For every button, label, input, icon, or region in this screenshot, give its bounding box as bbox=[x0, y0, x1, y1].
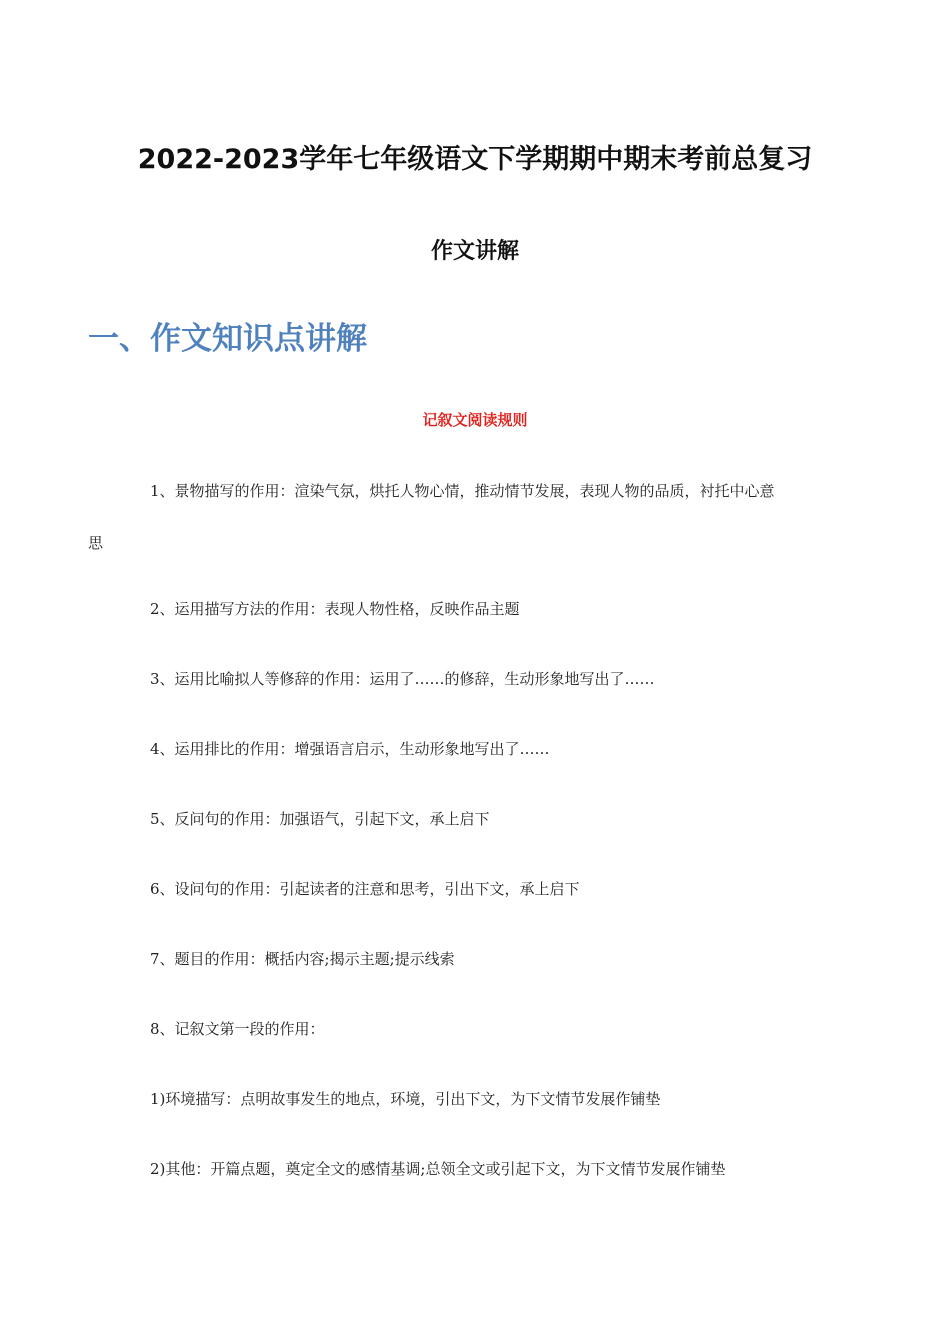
paragraph-item-8-text: 8、记叙文第一段的作用： bbox=[150, 1020, 325, 1038]
paragraph-item-10-text: 2)其他：开篇点题，奠定全文的感情基调;总领全文或引起下文，为下文情节发展作铺垫 bbox=[150, 1160, 726, 1178]
paragraph-item-6-text: 6、设问句的作用：引起读者的注意和思考，引出下文，承上启下 bbox=[150, 880, 580, 898]
paragraph-item-10 bbox=[88, 1158, 864, 1180]
paragraph-item-5-text: 5、反问句的作用：加强语气，引起下文，承上启下 bbox=[150, 810, 490, 828]
paragraph-item-1 bbox=[88, 480, 864, 554]
paragraph-item-9 bbox=[88, 1088, 864, 1110]
paragraph-item-2-text: 2、运用描写方法的作用：表现人物性格，反映作品主题 bbox=[150, 600, 520, 618]
document-title: 2022-2023学年七年级语文下学期期中期末考前总复习 bbox=[137, 144, 813, 175]
paragraph-item-8 bbox=[88, 1018, 864, 1040]
section-heading: 一、作文知识点讲解 bbox=[88, 321, 367, 357]
paragraph-item-7-text: 7、题目的作用：概括内容;揭示主题;提示线索 bbox=[150, 950, 455, 968]
section-subheading: 记叙文阅读规则 bbox=[422, 411, 528, 429]
document-subtitle: 作文讲解 bbox=[430, 239, 519, 264]
paragraph-item-7 bbox=[88, 948, 864, 970]
paragraph-item-4-text: 4、运用排比的作用：增强语言启示，生动形象地写出了…… bbox=[150, 740, 550, 758]
paragraph-item-3 bbox=[88, 668, 864, 690]
paragraph-item-3-text: 3、运用比喻拟人等修辞的作用：运用了……的修辞，生动形象地写出了…… bbox=[150, 670, 655, 688]
paragraph-item-6 bbox=[88, 878, 864, 900]
paragraph-item-2 bbox=[88, 598, 864, 620]
paragraph-item-4 bbox=[88, 738, 864, 760]
paragraph-item-1-line1: 1、景物描写的作用：渲染气氛，烘托人物心情，推动情节发展，表现人物的品质，衬托中心意 bbox=[150, 482, 775, 500]
paragraph-item-5 bbox=[88, 808, 864, 830]
paragraph-item-1-line2: 思 bbox=[88, 534, 104, 552]
paragraph-item-9-text: 1)环境描写：点明故事发生的地点，环境，引出下文，为下文情节发展作铺垫 bbox=[150, 1090, 661, 1108]
